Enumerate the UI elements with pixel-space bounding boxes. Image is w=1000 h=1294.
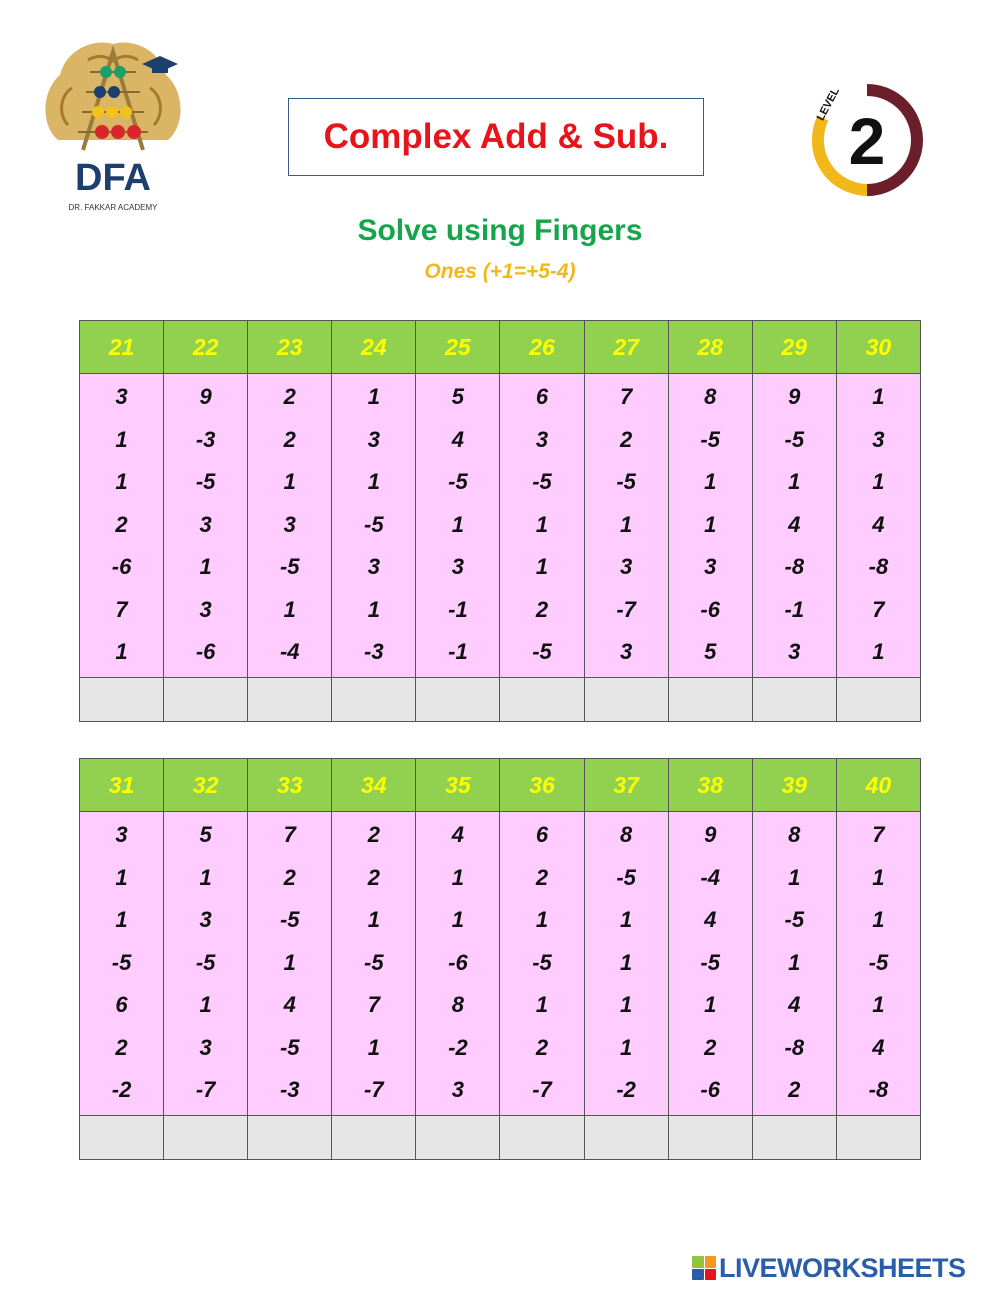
answer-input[interactable] <box>80 1115 164 1159</box>
answer-input[interactable] <box>584 677 668 721</box>
answer-input[interactable] <box>416 1115 500 1159</box>
problem-value: -7 <box>364 1077 384 1102</box>
problem-column <box>584 812 668 1116</box>
problem-value: 3 <box>115 384 128 409</box>
problem-value: 1 <box>619 949 633 975</box>
problem-value: 2 <box>283 426 296 452</box>
problem-column <box>500 374 584 678</box>
problem-number: 38 <box>668 759 752 812</box>
problem-value: 1 <box>115 426 128 452</box>
problem-value: -5 <box>195 949 216 975</box>
problem-value: -1 <box>448 596 468 622</box>
answer-input[interactable] <box>500 677 584 721</box>
answer-input[interactable] <box>500 1115 584 1159</box>
problem-value: 1 <box>199 864 212 890</box>
problem-value: -8 <box>868 1077 889 1102</box>
problem-value: -5 <box>195 469 216 494</box>
problem-value: 4 <box>283 992 296 1017</box>
problem-value: 1 <box>535 554 549 579</box>
answer-input[interactable] <box>752 677 836 721</box>
problem-value: -8 <box>784 1034 805 1060</box>
problem-value: 2 <box>535 1034 549 1060</box>
problem-value: 7 <box>872 596 885 622</box>
problem-value: 1 <box>704 469 717 494</box>
problem-value: 4 <box>704 907 717 932</box>
problem-value: 7 <box>619 384 633 409</box>
problem-number: 24 <box>332 321 416 374</box>
problem-value: -7 <box>195 1077 216 1102</box>
problem-value: 9 <box>199 384 212 409</box>
problem-value: 3 <box>199 511 212 537</box>
problem-value: 2 <box>704 1034 717 1060</box>
problem-column <box>752 812 836 1116</box>
answer-input[interactable] <box>248 1115 332 1159</box>
answer-input[interactable] <box>668 1115 752 1159</box>
problem-value: 4 <box>872 511 885 537</box>
problem-value: -8 <box>868 554 889 579</box>
problem-value: -6 <box>448 949 468 975</box>
problem-value: -5 <box>532 469 552 494</box>
problem-value: 1 <box>788 949 801 975</box>
problem-value: 1 <box>283 596 296 622</box>
problem-value: -5 <box>784 907 805 932</box>
problem-value: -5 <box>279 907 300 932</box>
problem-value: 1 <box>872 639 885 664</box>
problem-value: 7 <box>872 822 885 847</box>
problem-value: -6 <box>111 554 132 579</box>
problem-value: 5 <box>199 822 212 847</box>
numbers-row <box>80 374 921 678</box>
problem-number: 25 <box>416 321 500 374</box>
problem-value: 3 <box>199 596 212 622</box>
problem-column <box>332 812 416 1116</box>
problem-value: 3 <box>535 426 549 452</box>
problem-value: -3 <box>195 426 216 452</box>
problem-value: 1 <box>872 384 885 409</box>
problem-value: -3 <box>364 639 384 664</box>
liveworksheets-watermark <box>692 1253 966 1283</box>
answer-row <box>80 1115 921 1159</box>
level-badge <box>805 80 930 200</box>
problem-value: 6 <box>535 822 549 847</box>
problem-value: 2 <box>535 596 549 622</box>
problem-value: 3 <box>788 639 801 664</box>
problem-column <box>248 812 332 1116</box>
problem-value: -5 <box>700 949 720 975</box>
problem-value: 1 <box>283 469 296 494</box>
problem-value: 2 <box>283 384 296 409</box>
level-word: LEVEL <box>814 85 842 123</box>
problem-value: -5 <box>279 554 300 579</box>
answer-input[interactable] <box>164 1115 248 1159</box>
problem-number: 26 <box>500 321 584 374</box>
answer-input[interactable] <box>164 677 248 721</box>
problem-value: 1 <box>115 469 128 494</box>
problem-value: 1 <box>619 992 633 1017</box>
problem-value: 2 <box>367 822 380 847</box>
problem-value: 8 <box>788 822 801 847</box>
problem-value: 1 <box>115 864 128 890</box>
problem-value: 1 <box>619 511 633 537</box>
problem-value: 1 <box>704 992 717 1017</box>
answer-input[interactable] <box>80 677 164 721</box>
problem-value: 1 <box>199 992 212 1017</box>
problem-value: -5 <box>616 864 636 890</box>
problem-value: 9 <box>704 822 717 847</box>
problem-column <box>80 812 164 1116</box>
problem-value: 3 <box>367 426 380 452</box>
problem-value: -6 <box>700 1077 720 1102</box>
problem-value: 3 <box>283 511 296 537</box>
header-row <box>80 321 921 374</box>
problem-column <box>668 812 752 1116</box>
problem-value: 2 <box>619 426 633 452</box>
problem-value: 3 <box>451 554 465 579</box>
problem-value: -5 <box>364 949 384 975</box>
problem-value: -1 <box>784 596 805 622</box>
problem-value: 8 <box>704 384 717 409</box>
answer-input[interactable] <box>248 677 332 721</box>
problem-value: 1 <box>451 511 465 537</box>
problem-value: 3 <box>199 907 212 932</box>
problem-value: 1 <box>451 864 465 890</box>
problem-value: -5 <box>279 1034 300 1060</box>
problem-value: 1 <box>115 907 128 932</box>
answer-input[interactable] <box>332 677 416 721</box>
answer-input[interactable] <box>584 1115 668 1159</box>
problem-number: 29 <box>752 321 836 374</box>
problem-value: -8 <box>784 554 805 579</box>
problem-value: 3 <box>199 1034 212 1060</box>
problem-value: 1 <box>367 1034 380 1060</box>
problem-value: 3 <box>872 426 885 452</box>
problem-value: -6 <box>700 596 720 622</box>
problem-value: 5 <box>451 384 465 409</box>
problem-value: 3 <box>115 822 128 847</box>
problem-value: 2 <box>788 1077 801 1102</box>
problem-value: 6 <box>115 992 128 1017</box>
problem-column <box>80 374 164 678</box>
problem-column <box>248 374 332 678</box>
problem-value: -5 <box>448 469 468 494</box>
problem-number: 35 <box>416 759 500 812</box>
problem-number: 22 <box>164 321 248 374</box>
problem-value: -5 <box>700 426 720 452</box>
problem-value: 4 <box>451 822 465 847</box>
problem-value: 7 <box>115 596 128 622</box>
problem-value: 4 <box>451 426 465 452</box>
problem-value: 4 <box>872 1034 885 1060</box>
problem-value: 3 <box>704 554 717 579</box>
problem-value: 1 <box>704 511 717 537</box>
problem-value: -5 <box>784 426 805 452</box>
problem-value: -6 <box>195 639 216 664</box>
title-box <box>288 98 704 176</box>
problem-value: 8 <box>619 822 633 847</box>
problem-number: 27 <box>584 321 668 374</box>
problem-value: -3 <box>279 1077 300 1102</box>
problem-number: 32 <box>164 759 248 812</box>
logo-caption: DR. FAKKAR ACADEMY <box>68 203 158 212</box>
problem-value: 1 <box>283 949 296 975</box>
problem-value: 3 <box>619 554 633 579</box>
problem-table-2 <box>79 758 921 1160</box>
problem-number: 36 <box>500 759 584 812</box>
problem-number: 33 <box>248 759 332 812</box>
problem-number: 34 <box>332 759 416 812</box>
problem-value: 8 <box>451 992 465 1017</box>
problem-number: 40 <box>836 759 920 812</box>
problem-number: 31 <box>80 759 164 812</box>
problem-value: 1 <box>115 639 128 664</box>
problem-value: 4 <box>788 511 801 537</box>
hint-text: Ones (+1=+5-4) <box>424 260 576 283</box>
problem-column <box>500 812 584 1116</box>
problem-column <box>332 374 416 678</box>
problem-value: 3 <box>619 639 633 664</box>
problem-column <box>584 374 668 678</box>
dfa-logo <box>38 30 188 215</box>
problem-value: -2 <box>111 1077 132 1102</box>
problem-value: -5 <box>532 949 552 975</box>
page-title: Complex Add & Sub. <box>323 117 669 156</box>
problem-value: 1 <box>367 596 380 622</box>
numbers-row <box>80 812 921 1116</box>
problem-value: 6 <box>535 384 549 409</box>
problem-column <box>164 374 248 678</box>
answer-input[interactable] <box>836 1115 920 1159</box>
problem-value: 1 <box>872 992 885 1017</box>
answer-input[interactable] <box>332 1115 416 1159</box>
problem-value: 1 <box>872 469 885 494</box>
problem-value: 4 <box>788 992 801 1017</box>
problem-value: 2 <box>115 1034 128 1060</box>
logo-text: DFA <box>75 157 151 199</box>
problem-value: 1 <box>535 907 549 932</box>
problem-number: 28 <box>668 321 752 374</box>
problem-value: -7 <box>532 1077 552 1102</box>
problem-value: 2 <box>367 864 380 890</box>
problem-value: -4 <box>279 639 300 664</box>
problem-value: 1 <box>535 511 549 537</box>
problem-value: 1 <box>367 384 380 409</box>
problem-value: -7 <box>616 596 636 622</box>
problem-number: 21 <box>80 321 164 374</box>
problem-value: 9 <box>788 384 801 409</box>
problem-value: -2 <box>448 1034 468 1060</box>
problem-value: -5 <box>532 639 552 664</box>
instruction-subtitle: Solve using Fingers <box>357 214 643 247</box>
problem-value: 1 <box>788 864 801 890</box>
problem-column <box>668 374 752 678</box>
problem-number: 39 <box>752 759 836 812</box>
problem-column <box>164 812 248 1116</box>
problem-value: -5 <box>364 511 384 537</box>
problem-value: 3 <box>451 1077 465 1102</box>
problem-value: 1 <box>788 469 801 494</box>
problem-number: 30 <box>836 321 920 374</box>
problem-table-1 <box>79 320 921 722</box>
liveworksheets-logo-icon <box>692 1256 716 1280</box>
problem-value: -5 <box>868 949 889 975</box>
problem-column <box>752 374 836 678</box>
watermark-text: LIVEWORKSHEETS <box>719 1252 966 1283</box>
answer-input[interactable] <box>836 677 920 721</box>
problem-column <box>416 374 500 678</box>
problem-value: 2 <box>115 511 128 537</box>
problem-value: 2 <box>535 864 549 890</box>
problem-value: 7 <box>283 822 296 847</box>
problem-value: -4 <box>700 864 720 890</box>
problem-value: -5 <box>616 469 636 494</box>
answer-input[interactable] <box>668 677 752 721</box>
problem-value: 1 <box>367 907 380 932</box>
problem-value: -2 <box>616 1077 636 1102</box>
problem-value: 5 <box>704 639 717 664</box>
problem-column <box>836 812 920 1116</box>
problem-value: 1 <box>451 907 465 932</box>
header-row <box>80 759 921 812</box>
problem-value: 1 <box>872 864 885 890</box>
problem-value: 1 <box>367 469 380 494</box>
problem-value: 1 <box>872 907 885 932</box>
problem-number: 23 <box>248 321 332 374</box>
problem-column <box>836 374 920 678</box>
problem-value: -1 <box>448 639 468 664</box>
problem-number: 37 <box>584 759 668 812</box>
problem-value: 7 <box>367 992 380 1017</box>
problem-value: 2 <box>283 864 296 890</box>
level-number: 2 <box>848 104 886 178</box>
answer-row <box>80 677 921 721</box>
answer-input[interactable] <box>752 1115 836 1159</box>
problem-value: 1 <box>535 992 549 1017</box>
problem-value: 3 <box>367 554 380 579</box>
problem-value: 1 <box>619 1034 633 1060</box>
problem-value: 1 <box>199 554 212 579</box>
answer-input[interactable] <box>416 677 500 721</box>
problem-value: 1 <box>619 907 633 932</box>
problem-column <box>416 812 500 1116</box>
problem-value: -5 <box>111 949 132 975</box>
